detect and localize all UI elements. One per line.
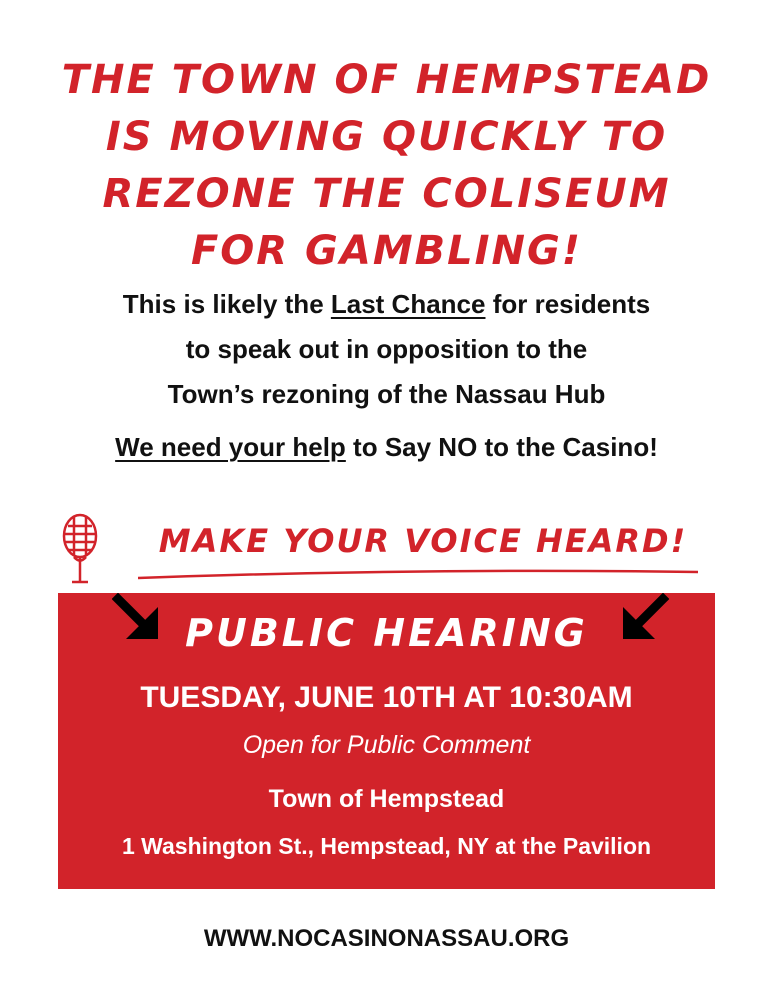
make-your-voice-heard-heading: MAKE YOUR VOICE HEARD! [158,522,688,560]
intro-line-1-pre: This is likely the [122,289,331,319]
microphone-icon [58,512,108,598]
headline-line-3: REZONE THE COLISEUM [102,171,671,217]
hearing-comment-note: Open for Public Comment [242,731,531,759]
website-url: WWW.NOCASINONASSAU.ORG [203,925,570,952]
intro-paragraph [0,282,773,417]
headline-line-4: FOR GAMBLING! [190,228,583,274]
public-hearing-panel [58,593,715,889]
hearing-address: 1 Washington St., Hempstead, NY at the Pavilion [121,833,652,859]
hearing-date: TUESDAY, JUNE 10TH AT 10:30AM [140,681,633,714]
help-rest-text: to Say NO to the Casino! [345,432,658,462]
help-callout [0,425,773,470]
headline-line-2: IS MOVING QUICKLY TO [105,114,668,160]
help-underlined-text: We need your help [115,432,346,462]
hearing-venue-name: Town of Hempstead [268,785,505,813]
intro-line-1 [0,282,773,327]
public-hearing-title: PUBLIC HEARING [185,611,588,655]
intro-line-2: to speak out in opposition to the [185,334,588,364]
last-chance-text: Last Chance [330,289,486,319]
headline-line-1: THE TOWN OF HEMPSTEAD [61,57,712,103]
headline [0,52,773,280]
voice-underline-stroke [138,566,698,582]
intro-line-1-post: for residents [485,289,651,319]
intro-line-3: Town’s rezoning of the Nassau Hub [167,379,606,409]
